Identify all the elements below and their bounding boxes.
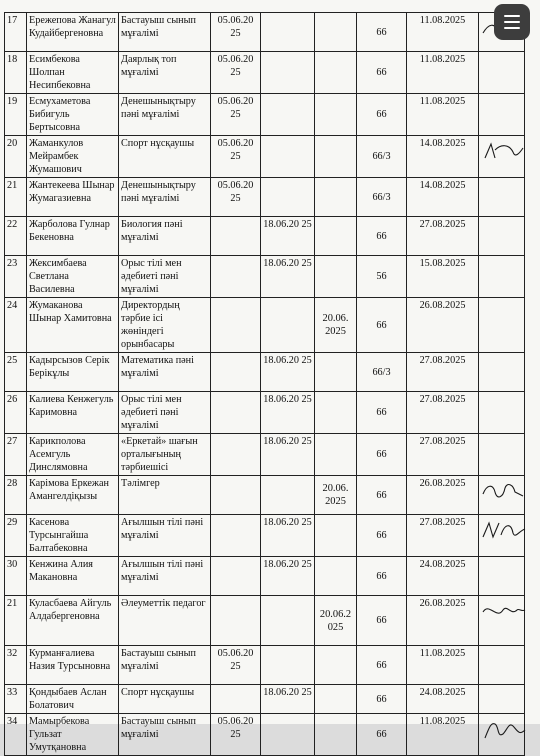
date-col-2 <box>261 596 315 646</box>
completion-date: 11.08.2025 <box>407 714 479 756</box>
hours: 66 <box>357 94 407 136</box>
position: Директордың тәрбие ісі жөніндегі орынбасары <box>119 298 211 353</box>
handwritten-signature <box>479 598 527 624</box>
date-col-1 <box>211 685 261 714</box>
table-row <box>5 13 525 52</box>
table-row <box>5 217 525 256</box>
table-row <box>5 646 525 685</box>
date-col-2: 18.06.20 25 <box>261 217 315 256</box>
hours: 66 <box>357 434 407 476</box>
date-col-2 <box>261 13 315 52</box>
signature-cell <box>479 714 525 756</box>
employee-name: Карімова Еркежан Амангелдіқызы <box>27 476 119 515</box>
date-col-2: 18.06.20 25 <box>261 256 315 298</box>
table-row <box>5 256 525 298</box>
date-col-3 <box>315 256 357 298</box>
date-col-1 <box>211 217 261 256</box>
completion-date: 11.08.2025 <box>407 94 479 136</box>
table-row <box>5 476 525 515</box>
position: Бастауыш сынып мұғалімі <box>119 646 211 685</box>
row-number: 19 <box>5 94 27 136</box>
signature-cell <box>479 52 525 94</box>
position: «Еркетай» шағын орталығының тәрбиешісі <box>119 434 211 476</box>
date-col-2: 18.06.20 25 <box>261 434 315 476</box>
position: Орыс тілі мен әдебиеті пәні мұғалімі <box>119 392 211 434</box>
completion-date: 11.08.2025 <box>407 13 479 52</box>
completion-date: 11.08.2025 <box>407 646 479 685</box>
row-number: 17 <box>5 13 27 52</box>
table-row <box>5 52 525 94</box>
date-col-2 <box>261 476 315 515</box>
hours: 66 <box>357 646 407 685</box>
employee-name: Курманғалиева Назия Турсыновна <box>27 646 119 685</box>
date-col-1: 05.06.20 25 <box>211 178 261 217</box>
signature-cell <box>479 596 525 646</box>
hours: 66/3 <box>357 178 407 217</box>
date-col-1 <box>211 596 261 646</box>
hours: 66 <box>357 596 407 646</box>
table-row <box>5 353 525 392</box>
hamburger-menu-icon[interactable] <box>494 4 530 40</box>
signature-cell <box>479 476 525 515</box>
hours: 56 <box>357 256 407 298</box>
signature-cell <box>479 434 525 476</box>
date-col-2 <box>261 136 315 178</box>
position: Бастауыш сынып мұғалімі <box>119 714 211 756</box>
handwritten-signature <box>479 517 527 543</box>
hours: 66 <box>357 476 407 515</box>
employee-name: Касенова Турсынгайша Балтабековна <box>27 515 119 557</box>
date-col-1: 05.06.20 25 <box>211 646 261 685</box>
date-col-1 <box>211 256 261 298</box>
hours: 66 <box>357 392 407 434</box>
completion-date: 26.08.2025 <box>407 596 479 646</box>
handwritten-signature <box>479 716 527 742</box>
signature-cell <box>479 557 525 596</box>
employee-name: Кадырсызов Серік Берікұлы <box>27 353 119 392</box>
table-row <box>5 178 525 217</box>
hours: 66 <box>357 515 407 557</box>
hours: 66 <box>357 714 407 756</box>
completion-date: 11.08.2025 <box>407 52 479 94</box>
date-col-2: 18.06.20 25 <box>261 392 315 434</box>
signature-cell <box>479 94 525 136</box>
position: Орыс тілі мен әдебиеті пәні мұғалімі <box>119 256 211 298</box>
handwritten-signature <box>479 138 527 164</box>
date-col-3 <box>315 434 357 476</box>
position: Биология пәні мұғалімі <box>119 217 211 256</box>
date-col-3 <box>315 178 357 217</box>
date-col-3 <box>315 714 357 756</box>
employee-name: Жаманкулов Мейрамбек Жумашович <box>27 136 119 178</box>
date-col-1 <box>211 392 261 434</box>
date-col-3 <box>315 52 357 94</box>
date-col-3 <box>315 217 357 256</box>
signature-cell <box>479 685 525 714</box>
signature-cell <box>479 392 525 434</box>
completion-date: 24.08.2025 <box>407 557 479 596</box>
date-col-2: 18.06.20 25 <box>261 685 315 714</box>
date-col-2: 18.06.20 25 <box>261 515 315 557</box>
row-number: 21 <box>5 178 27 217</box>
signature-cell <box>479 217 525 256</box>
date-col-1 <box>211 476 261 515</box>
row-number: 24 <box>5 298 27 353</box>
date-col-1 <box>211 298 261 353</box>
employee-name: Калиева Кенжегуль Каримовна <box>27 392 119 434</box>
date-col-3: 20.06. 2025 <box>315 476 357 515</box>
hours: 66 <box>357 13 407 52</box>
hours: 66 <box>357 217 407 256</box>
hours: 66/3 <box>357 136 407 178</box>
completion-date: 14.08.2025 <box>407 136 479 178</box>
employee-name: Жантекеева Шынар Жумагазиевна <box>27 178 119 217</box>
row-number: 26 <box>5 392 27 434</box>
completion-date: 26.08.2025 <box>407 476 479 515</box>
row-number: 34 <box>5 714 27 756</box>
table-row <box>5 515 525 557</box>
date-col-2: 18.06.20 25 <box>261 557 315 596</box>
date-col-3 <box>315 685 357 714</box>
date-col-3 <box>315 646 357 685</box>
employee-name: Есимбекова Шолпан Несипбековна <box>27 52 119 94</box>
date-col-2 <box>261 714 315 756</box>
row-number: 30 <box>5 557 27 596</box>
table-row <box>5 136 525 178</box>
row-number: 25 <box>5 353 27 392</box>
hours: 66 <box>357 685 407 714</box>
completion-date: 27.08.2025 <box>407 353 479 392</box>
hours: 66 <box>357 298 407 353</box>
table-row <box>5 298 525 353</box>
signature-cell <box>479 298 525 353</box>
position: Денешынықтыру пәні мұғалімі <box>119 178 211 217</box>
employee-name: Карикполова Асемгуль Динслямовна <box>27 434 119 476</box>
date-col-3 <box>315 392 357 434</box>
position: Тәлімгер <box>119 476 211 515</box>
signature-cell <box>479 136 525 178</box>
table-row <box>5 685 525 714</box>
date-col-3: 20.06. 2025 <box>315 298 357 353</box>
position: Спорт нұсқаушы <box>119 685 211 714</box>
staff-table <box>4 12 525 756</box>
hours: 66 <box>357 557 407 596</box>
row-number: 28 <box>5 476 27 515</box>
employee-name: Жарболова Гулнар Бекеновна <box>27 217 119 256</box>
signature-cell <box>479 256 525 298</box>
table-row <box>5 596 525 646</box>
hours: 66/3 <box>357 353 407 392</box>
date-col-1: 05.06.20 25 <box>211 13 261 52</box>
table-row <box>5 434 525 476</box>
table-row <box>5 94 525 136</box>
employee-name: Есмухаметова Бибигуль Бертысовна <box>27 94 119 136</box>
date-col-3 <box>315 557 357 596</box>
date-col-2 <box>261 646 315 685</box>
employee-name: Жексимбаева Светлана Василевна <box>27 256 119 298</box>
table-row <box>5 392 525 434</box>
row-number: 22 <box>5 217 27 256</box>
position: Ағылшын тілі пәні мұғалімі <box>119 557 211 596</box>
completion-date: 27.08.2025 <box>407 217 479 256</box>
row-number: 20 <box>5 136 27 178</box>
employee-name: Мамырбекова Гульзат Умутқановна <box>27 714 119 756</box>
date-col-2 <box>261 94 315 136</box>
row-number: 27 <box>5 434 27 476</box>
position: Ағылшын тілі пәні мұғалімі <box>119 515 211 557</box>
position: Бастауыш сынып мұғалімі <box>119 13 211 52</box>
completion-date: 27.08.2025 <box>407 392 479 434</box>
signature-cell <box>479 515 525 557</box>
table-row <box>5 557 525 596</box>
row-number: 29 <box>5 515 27 557</box>
date-col-2: 18.06.20 25 <box>261 353 315 392</box>
date-col-3 <box>315 13 357 52</box>
date-col-3 <box>315 94 357 136</box>
employee-name: Ережепова Жанагул Кудайбергеновна <box>27 13 119 52</box>
row-number: 33 <box>5 685 27 714</box>
completion-date: 27.08.2025 <box>407 515 479 557</box>
completion-date: 14.08.2025 <box>407 178 479 217</box>
date-col-3 <box>315 353 357 392</box>
row-number: 23 <box>5 256 27 298</box>
hours: 66 <box>357 52 407 94</box>
date-col-1: 05.06.20 25 <box>211 714 261 756</box>
handwritten-signature <box>479 478 527 504</box>
completion-date: 15.08.2025 <box>407 256 479 298</box>
position: Спорт нұсқаушы <box>119 136 211 178</box>
signature-cell <box>479 178 525 217</box>
employee-name: Жумаканова Шынар Хамитовна <box>27 298 119 353</box>
signature-cell <box>479 353 525 392</box>
position: Әлеуметтік педагог <box>119 596 211 646</box>
date-col-1: 05.06.20 25 <box>211 52 261 94</box>
employee-name: Куласбаева Айгуль Алдабергеновна <box>27 596 119 646</box>
row-number: 32 <box>5 646 27 685</box>
date-col-1 <box>211 557 261 596</box>
table-row <box>5 714 525 756</box>
position: Математика пәні мұғалімі <box>119 353 211 392</box>
employee-name: Қондыбаев Аслан Болатович <box>27 685 119 714</box>
date-col-3 <box>315 515 357 557</box>
row-number: 18 <box>5 52 27 94</box>
date-col-1: 05.06.20 25 <box>211 94 261 136</box>
date-col-2 <box>261 298 315 353</box>
signature-cell <box>479 646 525 685</box>
completion-date: 27.08.2025 <box>407 434 479 476</box>
date-col-1 <box>211 434 261 476</box>
position: Денешынықтыру пәні мұғалімі <box>119 94 211 136</box>
date-col-1 <box>211 515 261 557</box>
position: Даярлық топ мұғалімі <box>119 52 211 94</box>
date-col-3: 20.06.2 025 <box>315 596 357 646</box>
completion-date: 24.08.2025 <box>407 685 479 714</box>
row-number: 21 <box>5 596 27 646</box>
employee-name: Кенжина Алия Макановна <box>27 557 119 596</box>
date-col-3 <box>315 136 357 178</box>
date-col-2 <box>261 178 315 217</box>
date-col-1 <box>211 353 261 392</box>
date-col-1: 05.06.20 25 <box>211 136 261 178</box>
completion-date: 26.08.2025 <box>407 298 479 353</box>
date-col-2 <box>261 52 315 94</box>
